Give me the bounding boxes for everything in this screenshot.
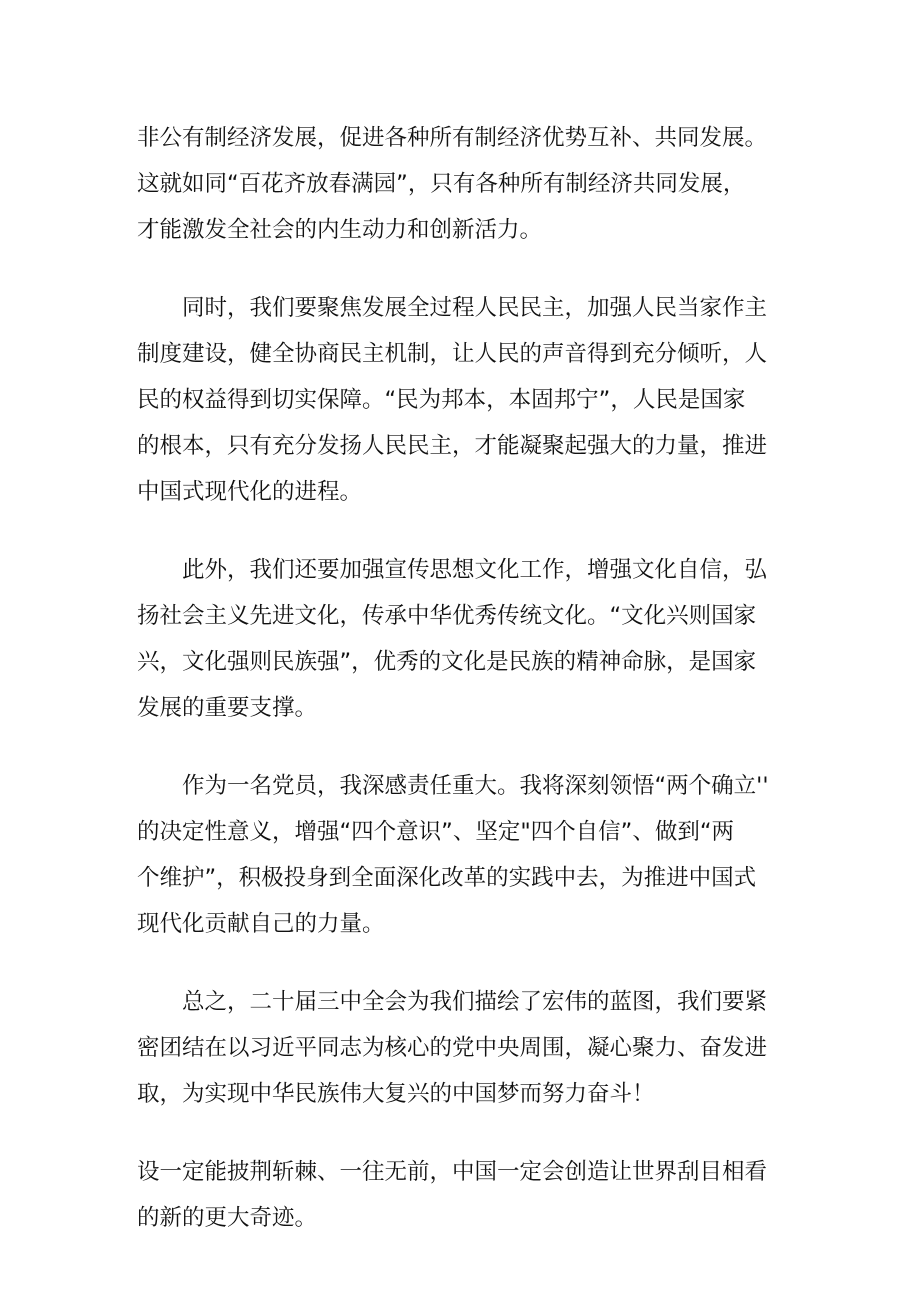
text-line: 扬社会主义先进文化，传承中华优秀传统文化。“文化兴则国家 xyxy=(137,603,757,629)
text-line: 的决定性意义，增强“四个意识”、坚定"四个自信”、做到“两 xyxy=(137,819,734,845)
paragraph-6 xyxy=(137,1149,792,1241)
text-line: 发展的重要支撑。 xyxy=(137,695,318,721)
text-line: 此外，我们还要加强宣传思想文化工作，增强文化自信，弘 xyxy=(182,557,768,583)
text-line: 现代化贡献自己的力量。 xyxy=(137,911,385,937)
text-line: 的根本，只有充分发扬人民民主，才能凝聚起强大的力量，推进 xyxy=(137,433,768,459)
text-line: 才能激发全社会的内生动力和创新活力。 xyxy=(137,217,543,243)
text-line: 制度建设，健全协商民主机制，让人民的声音得到充分倾听，人 xyxy=(137,341,768,367)
text-line: 取，为实现中华民族伟大复兴的中国梦而努力奋斗！ xyxy=(137,1081,655,1107)
paragraph-5 xyxy=(137,979,792,1117)
text-line: 民的权益得到切实保障。“民为邦本，本固邦宁”，人民是国家 xyxy=(137,387,746,413)
text-line: 非公有制经济发展，促进各种所有制经济优势互补、共同发展。 xyxy=(137,125,768,151)
text-line: 这就如同“百花齐放春满园”，只有各种所有制经济共同发展， xyxy=(137,171,746,197)
text-line: 作为一名党员，我深感责任重大。我将深刻领悟“两个确立'' xyxy=(182,773,769,799)
text-line: 的新的更大奇迹。 xyxy=(137,1205,318,1231)
document-body xyxy=(137,115,792,1241)
text-line: 设一定能披荆斩棘、一往无前，中国一定会创造让世界刮目相看 xyxy=(137,1159,768,1185)
text-line: 同时，我们要聚焦发展全过程人民民主，加强人民当家作主 xyxy=(182,295,768,321)
paragraph-2 xyxy=(137,285,792,515)
text-line: 总之，二十届三中全会为我们描绘了宏伟的蓝图，我们要紧 xyxy=(182,989,768,1015)
text-line: 个维护”，积极投身到全面深化改革的实践中去，为推进中国式 xyxy=(137,865,757,891)
paragraph-1 xyxy=(137,115,792,253)
paragraph-4 xyxy=(137,763,792,947)
text-line: 中国式现代化的进程。 xyxy=(137,479,363,505)
paragraph-3 xyxy=(137,547,792,731)
text-line: 密团结在以习近平同志为核心的党中央周围，凝心聚力、奋发进 xyxy=(137,1035,768,1061)
text-line: 兴，文化强则民族强”，优秀的文化是民族的精神命脉，是国家 xyxy=(137,649,757,675)
